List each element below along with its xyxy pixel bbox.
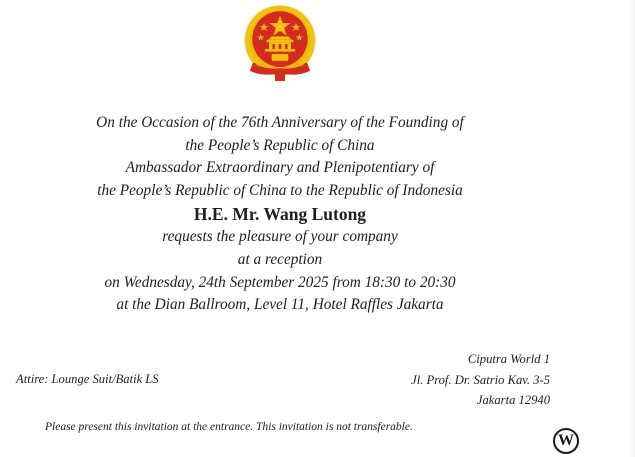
national-emblem-icon xyxy=(238,2,322,86)
datetime-line: on Wednesday, 24th September 2025 from 18:30 to 20:30 xyxy=(104,273,456,291)
address-line: Ciputra World 1 xyxy=(467,352,550,366)
w-badge-icon: W xyxy=(553,428,579,454)
attire-note: Attire: Lounge Suit/Batik LS xyxy=(16,372,159,386)
event-line: at a reception xyxy=(237,250,323,268)
title-line: Ambassador Extraordinary and Plenipotentiary of xyxy=(125,159,435,177)
posting-line: the People’s Republic of China to the Republic of Indonesia xyxy=(97,181,463,199)
request-line: requests the pleasure of your company xyxy=(162,228,398,246)
entrance-notice: Please present this invitation at the entrance. This invitation is not transferable. xyxy=(45,421,413,433)
host-name: H.E. Mr. Wang Lutong xyxy=(193,204,367,225)
venue-line: at the Dian Ballroom, Level 11, Hotel Raffles Jakarta xyxy=(116,296,444,314)
address-line: Jakarta 12940 xyxy=(476,393,550,407)
address-block xyxy=(411,349,550,411)
address-line: Jl. Prof. Dr. Satrio Kav. 3-5 xyxy=(411,372,550,387)
invitation-body xyxy=(0,112,560,317)
occasion-line: On the Occasion of the 76th Anniversary of the Founding of xyxy=(96,114,464,131)
page-edge xyxy=(629,0,635,457)
country-line: the People’s Republic of China xyxy=(185,136,375,154)
